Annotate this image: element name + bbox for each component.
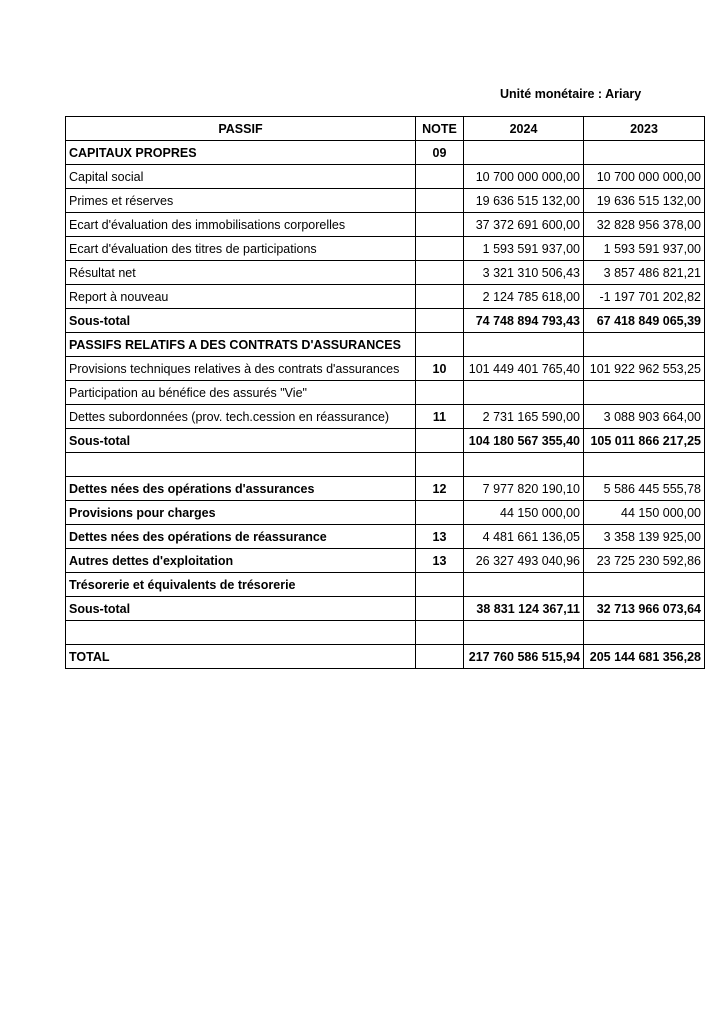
table-row: [66, 549, 705, 573]
row-value-2023: [584, 333, 705, 357]
row-value-2023: 105 011 866 217,25: [584, 429, 705, 453]
table-row: [66, 525, 705, 549]
table-row: [66, 405, 705, 429]
row-note: [416, 381, 464, 405]
header-year-2024: 2024: [464, 117, 584, 141]
row-value-2024: 38 831 124 367,11: [464, 597, 584, 621]
row-value-2024: 2 124 785 618,00: [464, 285, 584, 309]
row-value-2023: [584, 381, 705, 405]
row-label: Primes et réserves: [66, 189, 416, 213]
row-label: Sous-total: [66, 597, 416, 621]
row-value-2024: 19 636 515 132,00: [464, 189, 584, 213]
subtotal-row: [66, 309, 705, 333]
row-value-2023: 3 088 903 664,00: [584, 405, 705, 429]
row-note: [416, 573, 464, 597]
blank-row: [66, 621, 705, 645]
table-header-row: [66, 117, 705, 141]
row-label: Dettes nées des opérations d'assurances: [66, 477, 416, 501]
row-label: Autres dettes d'exploitation: [66, 549, 416, 573]
row-value-2024: 104 180 567 355,40: [464, 429, 584, 453]
row-value-2023: 3 358 139 925,00: [584, 525, 705, 549]
table-row: [66, 477, 705, 501]
header-passif: PASSIF: [66, 117, 416, 141]
row-note: 11: [416, 405, 464, 429]
row-value-2023: 1 593 591 937,00: [584, 237, 705, 261]
row-value-2023: 10 700 000 000,00: [584, 165, 705, 189]
row-value-2024: [464, 621, 584, 645]
row-label: Capital social: [66, 165, 416, 189]
row-note: 10: [416, 357, 464, 381]
row-value-2024: 74 748 894 793,43: [464, 309, 584, 333]
row-label: Provisions techniques relatives à des contrats d'assurances: [66, 357, 416, 381]
row-value-2023: [584, 621, 705, 645]
row-label: [66, 453, 416, 477]
row-label: PASSIFS RELATIFS A DES CONTRATS D'ASSURANCES: [66, 333, 416, 357]
row-value-2023: 3 857 486 821,21: [584, 261, 705, 285]
row-value-2024: 4 481 661 136,05: [464, 525, 584, 549]
row-label: Sous-total: [66, 309, 416, 333]
table-row: [66, 141, 705, 165]
subtotal-row: [66, 429, 705, 453]
table-row: [66, 261, 705, 285]
row-value-2024: 101 449 401 765,40: [464, 357, 584, 381]
row-note: 13: [416, 525, 464, 549]
row-value-2023: 19 636 515 132,00: [584, 189, 705, 213]
row-label: Participation au bénéfice des assurés "Vie": [66, 381, 416, 405]
row-note: [416, 429, 464, 453]
row-value-2023: 67 418 849 065,39: [584, 309, 705, 333]
row-label: Provisions pour charges: [66, 501, 416, 525]
row-value-2024: [464, 453, 584, 477]
row-value-2024: [464, 573, 584, 597]
row-label: Résultat net: [66, 261, 416, 285]
row-value-2023: 205 144 681 356,28: [584, 645, 705, 669]
row-label: Report à nouveau: [66, 285, 416, 309]
row-note: [416, 453, 464, 477]
row-note: [416, 189, 464, 213]
row-value-2023: 32 713 966 073,64: [584, 597, 705, 621]
row-label: Trésorerie et équivalents de trésorerie: [66, 573, 416, 597]
row-note: 12: [416, 477, 464, 501]
row-note: [416, 237, 464, 261]
row-label: CAPITAUX PROPRES: [66, 141, 416, 165]
table-row: [66, 573, 705, 597]
row-value-2024: 3 321 310 506,43: [464, 261, 584, 285]
balance-sheet-liabilities-table: [65, 116, 705, 669]
row-value-2023: -1 197 701 202,82: [584, 285, 705, 309]
row-label: [66, 621, 416, 645]
row-value-2023: 101 922 962 553,25: [584, 357, 705, 381]
header-note: NOTE: [416, 117, 464, 141]
row-label: TOTAL: [66, 645, 416, 669]
row-value-2023: [584, 573, 705, 597]
table-row: [66, 237, 705, 261]
table-row: [66, 501, 705, 525]
row-value-2023: 44 150 000,00: [584, 501, 705, 525]
row-note: 13: [416, 549, 464, 573]
row-value-2024: 10 700 000 000,00: [464, 165, 584, 189]
row-value-2023: [584, 141, 705, 165]
row-value-2023: 32 828 956 378,00: [584, 213, 705, 237]
row-value-2023: 23 725 230 592,86: [584, 549, 705, 573]
row-note: [416, 333, 464, 357]
table-row: [66, 213, 705, 237]
row-note: [416, 645, 464, 669]
row-note: [416, 621, 464, 645]
table-row: [66, 189, 705, 213]
table-row: [66, 381, 705, 405]
row-value-2024: 37 372 691 600,00: [464, 213, 584, 237]
row-value-2024: 7 977 820 190,10: [464, 477, 584, 501]
row-label: Sous-total: [66, 429, 416, 453]
row-value-2024: 217 760 586 515,94: [464, 645, 584, 669]
row-value-2024: 26 327 493 040,96: [464, 549, 584, 573]
total-row: [66, 645, 705, 669]
subtotal-row: [66, 597, 705, 621]
row-value-2024: 44 150 000,00: [464, 501, 584, 525]
row-note: [416, 309, 464, 333]
row-note: 09: [416, 141, 464, 165]
row-note: [416, 501, 464, 525]
table-row: [66, 285, 705, 309]
header-year-2023: 2023: [584, 117, 705, 141]
currency-unit-label: Unité monétaire : Ariary: [500, 87, 642, 101]
row-label: Ecart d'évaluation des immobilisations corporelles: [66, 213, 416, 237]
blank-row: [66, 453, 705, 477]
row-label: Dettes subordonnées (prov. tech.cession en réassurance): [66, 405, 416, 429]
table-row: [66, 357, 705, 381]
row-value-2024: [464, 333, 584, 357]
row-value-2023: [584, 453, 705, 477]
row-value-2024: 1 593 591 937,00: [464, 237, 584, 261]
row-value-2024: 2 731 165 590,00: [464, 405, 584, 429]
row-label: Ecart d'évaluation des titres de participations: [66, 237, 416, 261]
row-note: [416, 261, 464, 285]
row-note: [416, 165, 464, 189]
section-heading-row: [66, 333, 705, 357]
row-label: Dettes nées des opérations de réassurance: [66, 525, 416, 549]
row-value-2023: 5 586 445 555,78: [584, 477, 705, 501]
row-value-2024: [464, 141, 584, 165]
table-row: [66, 165, 705, 189]
row-note: [416, 213, 464, 237]
row-value-2024: [464, 381, 584, 405]
row-note: [416, 597, 464, 621]
row-note: [416, 285, 464, 309]
